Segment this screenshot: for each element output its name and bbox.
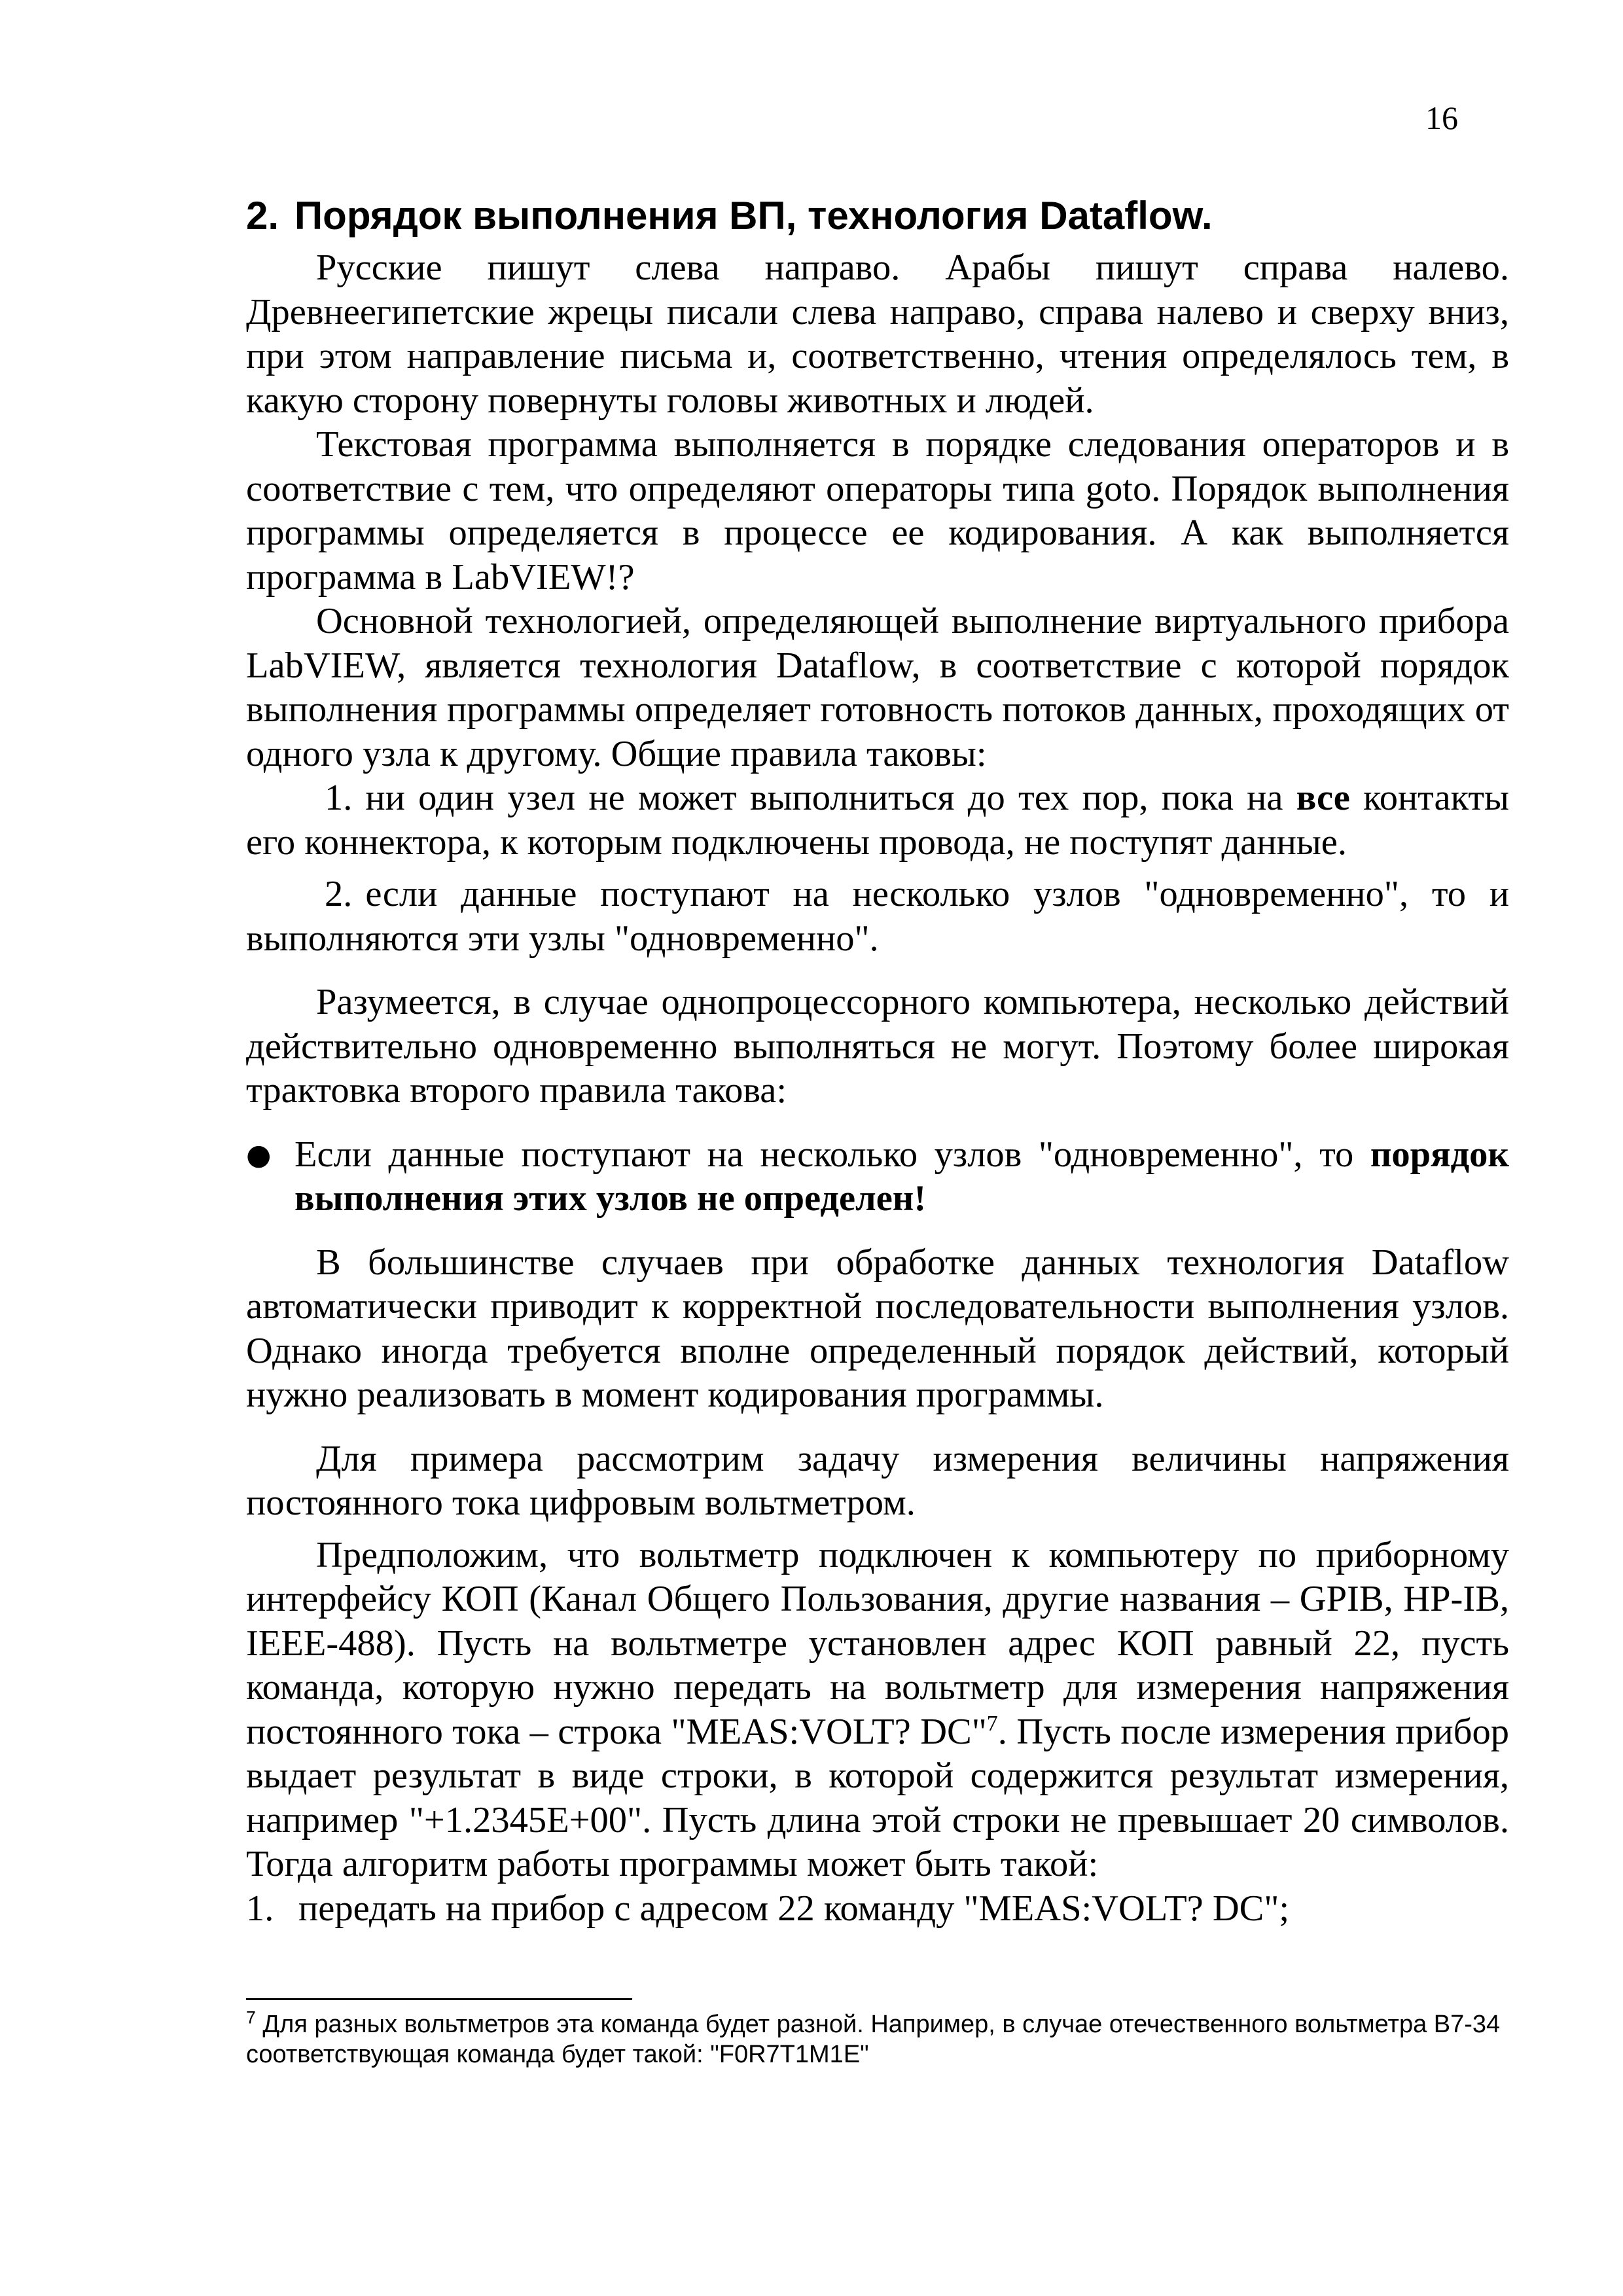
paragraph-single-processor: Разумеется, в случае однопроцессорного компьютера, несколько действий действительно одновременно выполняться не могут. Поэтому более широкая трактовка второго правила такова: bbox=[246, 982, 1509, 1111]
footnote bbox=[246, 2009, 1509, 2070]
paragraph-text-program: Текстовая программа выполняется в порядке следования операторов и в соответствие с тем, что определяют операторы типа goto. Порядок выполнения программы определяется в процессе ее кодирования. А как выполняется программа в LabVIEW!? bbox=[246, 424, 1509, 598]
rule-number: 1. bbox=[325, 778, 353, 818]
paragraph-writing-direction: Русские пишут слева направо. Арабы пишут справа налево. Древнеегипетские жрецы писали слева направо, справа налево и сверху вниз, при этом направление письма и, соответственно, чтения определялось тем, в какую сторону повернуты головы животных и людей. bbox=[246, 247, 1509, 421]
section-heading bbox=[246, 190, 1509, 242]
rule-item-1 bbox=[246, 776, 1509, 865]
page-number: 16 bbox=[1425, 99, 1458, 136]
paragraph-voltmeter bbox=[246, 1534, 1509, 1887]
bullet-text-bold: порядок выполнения этих узлов не определен! bbox=[294, 1134, 1509, 1219]
bullet-item bbox=[246, 1133, 1509, 1221]
algorithm-step-text: передать на прибор с адресом 22 команду "MEAS:VOLT? DC"; bbox=[298, 1888, 1290, 1929]
rule-text-bold: все bbox=[1296, 778, 1350, 818]
footnote-divider bbox=[246, 1998, 632, 2000]
rule-text-after: контакты его коннектора, к которым подключены провода, не поступят данные. bbox=[246, 778, 1509, 863]
algorithm-step-number: 1. bbox=[246, 1888, 274, 1929]
page-content bbox=[246, 190, 1509, 1931]
paragraph-example: Для примера рассмотрим задачу измерения величины напряжения постоянного тока цифровым вольтметром. bbox=[246, 1438, 1509, 1523]
rule-number: 2. bbox=[325, 874, 353, 914]
paragraph-voltmeter-end: . Пусть после измерения прибор выдает результат в виде строки, в которой содержится результат измерения, например "+1.2345E+00". Пусть длина этой строки не превышает 20 символов. Тогда алгоритм работы программы может быть такой: bbox=[246, 1711, 1509, 1884]
footnote-marker: 7 bbox=[246, 2007, 256, 2028]
paragraph-dataflow-technology: Основной технологией, определяющей выполнение виртуального прибора LabVIEW, является технология Dataflow, в соответствие с которой порядок выполнения программы определяет готовность потоков данных, проходящих от одного узла к другому. Общие правила таковы: bbox=[246, 601, 1509, 774]
bullet-text: Если данные поступают на несколько узлов "одновременно", то bbox=[294, 1134, 1370, 1175]
section-number: 2. bbox=[246, 194, 279, 238]
algorithm-step-1 bbox=[246, 1887, 1509, 1931]
paragraph-dataflow-order: В большинстве случаев при обработке данных технология Dataflow автоматически приводит к корректной последовательности выполнения узлов. Однако иногда требуется вполне определенный порядок действий, который нужно реализовать в момент кодирования программы. bbox=[246, 1242, 1509, 1415]
footnote-text: Для разных вольтметров эта команда будет разной. Например, в случае отечественного вольтметра В7-34 соответствующая команда будет такой: "F0R7T1M1E" bbox=[246, 2011, 1501, 2068]
paragraph-voltmeter-start: Предположим, что вольтметр подключен к компьютеру по приборному интерфейсу КОП (Канал Общего Пользования, другие названия – GPIB, HP-IB, IEEE-488). Пусть на вольтметре установлен адрес КОП равный 22, пусть команда, которую нужно передать на вольтметр для измерения напряжения постоянного тока – строка "MEAS:VOLT? DC" bbox=[246, 1534, 1509, 1752]
rule-text-before: ни один узел не может выполниться до тех пор, пока на bbox=[365, 778, 1296, 818]
footnote-reference: 7 bbox=[986, 1711, 998, 1736]
rule-item-2 bbox=[246, 872, 1509, 961]
section-title: Порядок выполнения ВП, технология Dataflow. bbox=[294, 194, 1213, 238]
bullet-icon: ● bbox=[246, 1138, 272, 1172]
rule-text: если данные поступают на несколько узлов "одновременно", то и выполняются эти узлы "одновременно". bbox=[246, 874, 1509, 959]
